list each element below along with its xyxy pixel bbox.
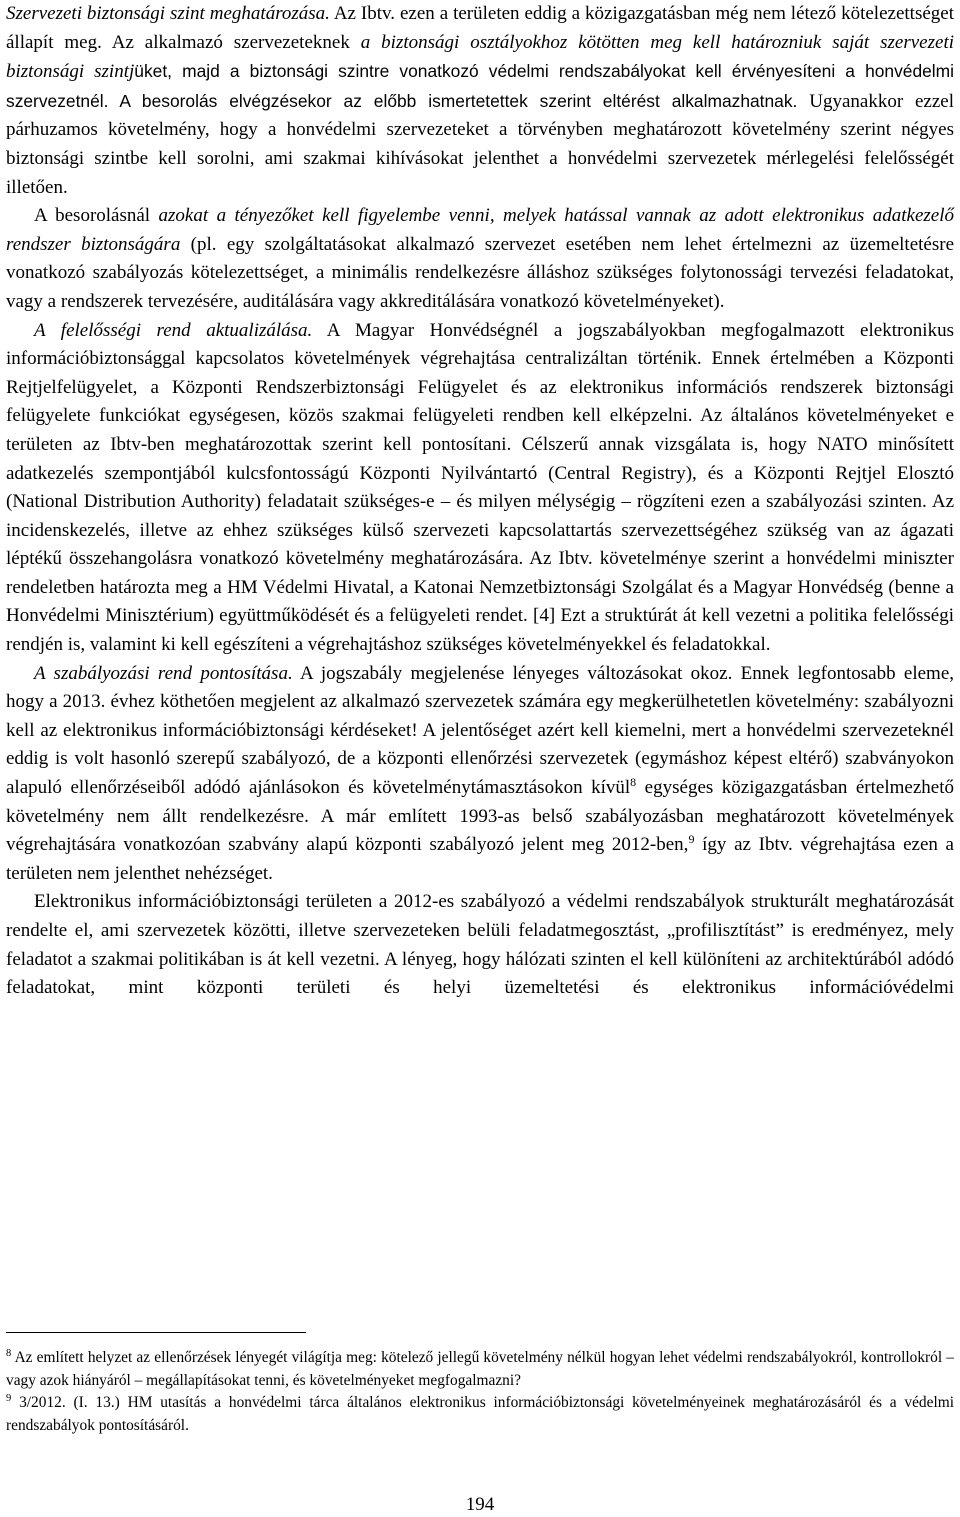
document-page [6, 0, 955, 1515]
text-run: A jogszabály megjelenése lényeges változásokat okoz. Ennek legfontosabb eleme, hogy a 2013. évhez köthetően megjelent az alkalmazó szervezetek számára egy megkerülhetetlen követelmény: szabályozni kell az elektronikus információbiztonsági kérdéseket! A jelentőséget azért kell kiemelni, mert a honvédelmi szervezeteknél eddig is volt hasonló szerepű szabályozó, de a központi ellenőrzési szervezetek (egymáshoz képest eltérő) szabványokon alapuló ellenőrzéseiből adódó ajánlásokon és követelménytámasztásokon kívül [6, 662, 954, 799]
paragraph [6, 317, 954, 660]
text-run: Ugyanakkor ezzel párhuzamos követelmény, hogy a honvédelmi szervezeteket a törvényben meghatározott követelmény szerint négyes biztonsági szintbe kell sorolni, ami szakmai kihívásokat jelenthet a honvédelmi szervezetek mérlegelési felelősségét illetően. [6, 90, 954, 198]
paragraph [6, 202, 954, 316]
footnote-separator [6, 1332, 306, 1333]
body-text [6, 0, 954, 1003]
footnotes [6, 1347, 954, 1437]
footnote-number: 8 [6, 1348, 12, 1359]
text-run: Elektronikus információbiztonsági területen a 2012-es szabályozó a védelmi rendszabályok strukturált meghatározását rendelte el, ami szervezetek közötti, illetve szervezeteken belüli feladatmegosztást, „profilisztítást” is eredményez, mely feladatot a szakmai politikában is át kell vezetni. A lényeg, hogy hálózati szinten el kell különíteni az architektúrából adódó feladatokat, mint központi területi és helyi üzemeltetési és elektronikus információvédelmi [6, 891, 954, 999]
footnote [6, 1347, 954, 1392]
text-run: A Magyar Honvédségnél a jogszabályokban megfogalmazott elektronikus információbiztonsággal kapcsolatos követelmények végrehajtása centralizáltan történik. Ennek értelmében a Központi Rejtjelfelügyelet, a Központi Rendszerbiztonsági Felügyelet és az elektronikus információs rendszerek biztonsági felügyelete funkciókat egységesen, közös szakmai felügyeleti rendben kell elképzelni. Az általános követelményeket e területen az Ibtv-ben meghatározottak szerint kell pontosítani. Célszerű annak vizsgálata is, hogy NATO minősített adatkezelés szempontjából kulcsfontosságú Központi Nyilvántartó (Central Registry), és a Központi Rejtjel Elosztó (National Distribution Authority) feladatait szükséges-e – és milyen mélységig – rögzíteni ezen a szabályozási szinten. Az incidenskezelés, illetve az ehhez szükséges külső szervezeti kapcsolattartás szervezettségéhez szükség van az ágazati léptékű összehangolásra vonatkozó követelmény meghatározására. Az Ibtv. követelménye szerint a honvédelmi miniszter rendeletben határozta meg a HM Védelmi Hivatal, a Katonai Nemzetbiztonsági Szolgálat és a Magyar Honvédség (benne a Honvédelmi Minisztérium) együttműködését és a felügyeleti rendet. [4] Ezt a struktúrát át kell vezetni a politika felelősségi rendjén is, valamint ki kell egészíteni a végrehajtáshoz szükséges követelményekkel és feladatokkal. [6, 319, 954, 656]
footnote-text: Az említett helyzet az ellenőrzések lényegét világítja meg: kötelező jellegű követelmény nélkül hogyan lehet védelmi rendszabályokról, kontrollokról – vagy azok hiányáról – megállapításokat tenni, és követelményeket megfogalmazni? [6, 1349, 955, 1389]
italic-text: A szabályozási rend pontosítása. [34, 662, 293, 684]
footnote-number: 9 [6, 1393, 12, 1404]
footnote-ref: 9 [688, 832, 695, 847]
paragraph [6, 660, 954, 889]
italic-text: a biztonsági osztályokhoz kötötten meg kell határozniuk saját szervezeti biztonsági szintj [6, 31, 954, 83]
paragraph [6, 888, 954, 1002]
paragraph [6, 0, 954, 202]
text-run: (pl. egy szolgáltatásokat alkalmazó szervezet esetében nem lehet értelmezni az üzemeltetésre vonatkozó szabályozás kötelezettséget, a minimális rendelkezésre álláshoz szükséges folytonossági tervezési feladatokat, vagy a rendszerek tervezésére, auditálására vagy akkreditálására vonatkozó követelményeket). [6, 233, 954, 312]
text-run: biztonsági szintre vonatkozó védelmi rendszabályokat kell érvényesíteni a honvédelmi szervezetnél. A besorolás elvégzésekor az előbb ismertetettek szerint eltérést alkalmazhatnak. [6, 61, 955, 111]
page-number: 194 [465, 1494, 495, 1515]
text-run: Az Ibtv. ezen a területen eddig a közigazgatásban még nem létező kötelezettséget állapít meg. Az alkalmazó szervezeteknek [6, 3, 954, 53]
footnote-ref: 8 [630, 775, 637, 790]
italic-text: Szervezeti biztonsági szint meghatározása. [6, 3, 330, 24]
text-run: ük [134, 61, 153, 82]
italic-text: azokat a tényezőket kell figyelembe venni, melyek hatással vannak az adott elektronikus adatkezelő rendszer biztonságára [6, 205, 954, 255]
text-run: et, majd a [152, 61, 250, 82]
footnote-text: 3/2012. (I. 13.) HM utasítás a honvédelmi tárca általános elektronikus információbiztonsági követelményeinek meghatározásáról és a védelmi rendszabályok pontosításáról. [6, 1394, 954, 1434]
text-run: A besorolásnál [34, 205, 159, 227]
italic-text: A felelősségi rend aktualizálása. [34, 319, 313, 341]
text-run: így az Ibtv. végrehajtása ezen a területen nem jelenthet nehézséget. [6, 834, 954, 884]
text-run: egységes közigazgatásban értelmezhető követelmény nem állt rendelkezésre. A már említett 1993-as belső szabályozásban meghatározott követelmények végrehajtására vonatkozóan szabvány alapú központi szabályozó jelent meg 2012-ben, [6, 777, 954, 856]
footnote [6, 1392, 954, 1437]
